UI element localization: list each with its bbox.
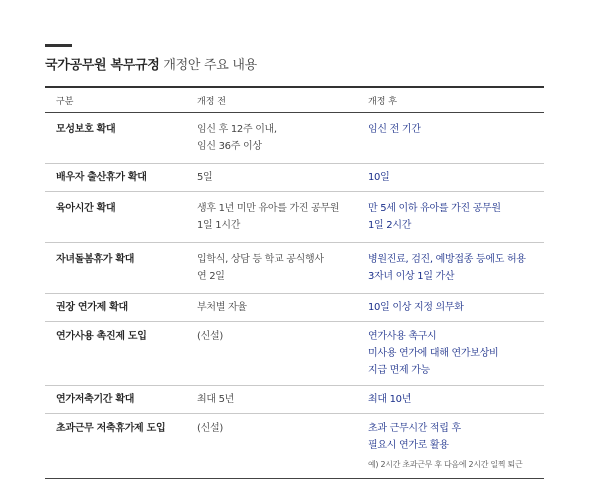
row-before	[193, 164, 365, 192]
category-text: 배우자 출산휴가 확대	[56, 172, 147, 183]
column-header-before: 개정 전	[193, 88, 365, 113]
after-example-note: 예) 2시간 초과근무 후 다음에 2시간 일찍 퇴근	[368, 460, 523, 469]
row-after	[365, 192, 544, 243]
table-row	[45, 294, 544, 322]
row-after	[365, 322, 544, 386]
table-row	[45, 192, 544, 243]
after-line: 10일	[368, 172, 390, 183]
category-text: 연가저축기간 확대	[56, 394, 135, 405]
page-title	[45, 58, 257, 74]
row-before	[193, 113, 365, 164]
before-line: 생후 1년 미만 유아를 가진 공무원	[197, 203, 340, 214]
after-line: 초과 근무시간 적립 후	[368, 423, 461, 434]
row-before	[193, 243, 365, 294]
row-category	[45, 414, 193, 479]
after-line: 만 5세 이하 유아를 가진 공무원	[368, 203, 501, 214]
after-line: 지급 면제 가능	[368, 365, 430, 376]
after-line: 병원진료, 검진, 예방접종 등에도 허용	[368, 254, 526, 265]
row-category	[45, 192, 193, 243]
row-after	[365, 386, 544, 414]
table-row	[45, 386, 544, 414]
table-row	[45, 414, 544, 479]
row-before	[193, 414, 365, 479]
title-accent-bar	[45, 44, 72, 47]
regulation-table	[45, 88, 544, 479]
row-after	[365, 113, 544, 164]
row-before	[193, 386, 365, 414]
row-category	[45, 164, 193, 192]
before-line: 임신 후 12주 이내,	[197, 124, 277, 135]
table-row	[45, 322, 544, 386]
table-row	[45, 164, 544, 192]
row-category	[45, 243, 193, 294]
after-line: 1일 2시간	[368, 220, 412, 231]
category-text: 연가사용 촉진제 도입	[56, 331, 147, 342]
category-text: 초과근무 저축휴가제 도입	[56, 423, 166, 434]
before-line: (신설)	[197, 331, 223, 342]
row-before	[193, 294, 365, 322]
before-line: 5일	[197, 172, 213, 183]
row-before	[193, 322, 365, 386]
after-line: 연가사용 촉구시	[368, 331, 437, 342]
before-line: 임신 36주 이상	[197, 141, 262, 152]
before-line: 입학식, 상담 등 학교 공식행사	[197, 254, 324, 265]
before-line: 부처별 자율	[197, 302, 247, 313]
row-before	[193, 192, 365, 243]
row-category	[45, 322, 193, 386]
after-line: 미사용 연가에 대해 연가보상비	[368, 348, 499, 359]
column-header-category: 구분	[45, 88, 193, 113]
category-text: 권장 연가제 확대	[56, 302, 128, 313]
before-line: 최대 5년	[197, 394, 235, 405]
category-text: 자녀돌봄휴가 확대	[56, 254, 135, 265]
page-title-bold: 국가공무원 복무규정	[45, 58, 160, 73]
row-after	[365, 243, 544, 294]
before-line: (신설)	[197, 423, 223, 434]
row-after	[365, 164, 544, 192]
table-row	[45, 243, 544, 294]
after-line: 3자녀 이상 1일 가산	[368, 271, 455, 282]
after-line: 임신 전 기간	[368, 124, 421, 135]
after-line: 필요시 연가로 활용	[368, 440, 449, 451]
page-title-light: 개정안 주요 내용	[163, 58, 257, 73]
after-line: 10일 이상 지정 의무화	[368, 302, 464, 313]
row-after	[365, 414, 544, 479]
before-line: 연 2일	[197, 271, 225, 282]
table-header-row	[45, 88, 544, 113]
table-row	[45, 113, 544, 164]
column-header-after: 개정 후	[365, 88, 544, 113]
row-category	[45, 386, 193, 414]
row-after	[365, 294, 544, 322]
row-category	[45, 294, 193, 322]
row-category	[45, 113, 193, 164]
after-line: 최대 10년	[368, 394, 412, 405]
category-text: 육아시간 확대	[56, 203, 116, 214]
before-line: 1일 1시간	[197, 220, 241, 231]
category-text: 모성보호 확대	[56, 124, 116, 135]
